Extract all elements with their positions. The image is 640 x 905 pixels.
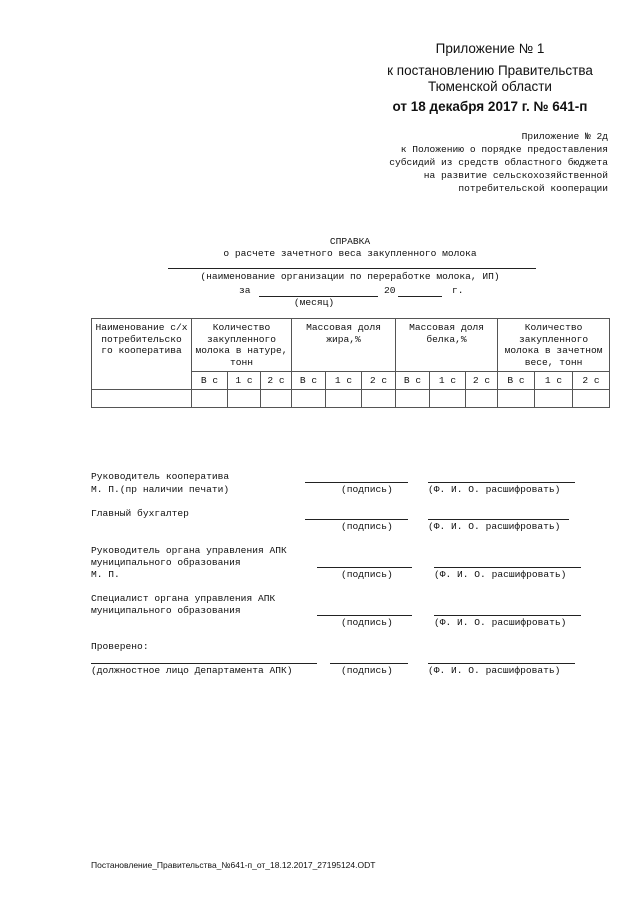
signature-caption: (подпись) xyxy=(341,617,393,628)
apk-head-label-2: муниципального образования xyxy=(91,557,241,568)
annex-line-3: субсидий из средств областного бюджета xyxy=(389,157,608,168)
subheader-grade: 2 с xyxy=(573,372,610,390)
coop-head-name-line xyxy=(428,482,575,483)
subheader-grade: 2 с xyxy=(261,372,292,390)
subheader-grade: 1 с xyxy=(228,372,261,390)
apk-head-signature-line xyxy=(317,567,412,568)
specialist-signature-line xyxy=(317,615,412,616)
region-caption: Тюменской области xyxy=(428,79,552,94)
chief-accountant-signature-line xyxy=(305,519,408,520)
chief-accountant-name-line xyxy=(428,519,569,520)
verified-name-line xyxy=(428,663,575,664)
table-cell xyxy=(261,390,292,408)
name-caption: (Ф. И. О. расшифровать) xyxy=(428,484,561,495)
subheader-grade: 1 с xyxy=(430,372,466,390)
period-prefix: за xyxy=(239,285,251,296)
header-cooperative-name: Наименование с/х потребительско го кооператива xyxy=(92,319,192,390)
official-line xyxy=(91,663,317,664)
name-caption: (Ф. И. О. расшифровать) xyxy=(428,665,561,676)
verified-signature-line xyxy=(330,663,408,664)
appendix-title: Приложение № 1 xyxy=(435,41,545,56)
table-cell xyxy=(573,390,610,408)
annex-line-5: потребительской кооперации xyxy=(458,183,608,194)
subheader-grade: 2 с xyxy=(466,372,498,390)
header-milk-quantity: Количество закупленного молока в натуре, тонн xyxy=(192,319,292,372)
name-caption: (Ф. И. О. расшифровать) xyxy=(434,617,567,628)
coop-head-label: Руководитель кооператива xyxy=(91,471,230,482)
table-cell xyxy=(92,390,192,408)
table-row xyxy=(92,390,610,408)
table-header-row xyxy=(92,319,610,372)
table-cell xyxy=(430,390,466,408)
period-suffix: г. xyxy=(452,285,464,296)
subheader-grade: 1 с xyxy=(326,372,362,390)
resolution-caption: к постановлению Правительства xyxy=(387,63,593,78)
table-cell xyxy=(292,390,326,408)
signature-caption: (подпись) xyxy=(341,484,393,495)
name-caption: (Ф. И. О. расшифровать) xyxy=(428,521,561,532)
purchase-table xyxy=(91,318,610,408)
table-cell xyxy=(192,390,228,408)
document-subheading: о расчете зачетного веса закупленного молока xyxy=(223,248,477,259)
header-protein-share: Массовая доля белка,% xyxy=(396,319,498,372)
subheader-grade: В с xyxy=(498,372,535,390)
signature-caption: (подпись) xyxy=(341,665,393,676)
specialist-name-line xyxy=(434,615,581,616)
official-caption: (должностное лицо Департамента АПК) xyxy=(91,665,293,676)
month-caption: (месяц) xyxy=(293,297,335,308)
table-cell xyxy=(535,390,573,408)
header-credited-weight: Количество закупленного молока в зачетном весе, тонн xyxy=(498,319,610,372)
document-heading: СПРАВКА xyxy=(329,236,371,247)
seal-note: М. П.(пр наличии печати) xyxy=(91,484,230,495)
resolution-date-number: от 18 декабря 2017 г. № 641-п xyxy=(392,99,588,114)
footer-filename: Постановление_Правительства_№641-п_от_18.12.2017_27195124.ODT xyxy=(91,860,376,870)
mp-label: М. П. xyxy=(91,569,120,580)
table-cell xyxy=(326,390,362,408)
subheader-grade: 2 с xyxy=(362,372,396,390)
header-fat-share: Массовая доля жира,% xyxy=(292,319,396,372)
table-cell xyxy=(498,390,535,408)
verified-label: Проверено: xyxy=(91,641,149,652)
subheader-grade: В с xyxy=(192,372,228,390)
subheader-grade: В с xyxy=(396,372,430,390)
table-cell xyxy=(466,390,498,408)
table-cell xyxy=(228,390,261,408)
apk-head-name-line xyxy=(434,567,581,568)
organization-name-line xyxy=(168,268,536,269)
period-year: 20 xyxy=(384,285,396,296)
specialist-label-2: муниципального образования xyxy=(91,605,241,616)
annex-line-4: на развитие сельскохозяйственной xyxy=(423,170,608,181)
subheader-grade: В с xyxy=(292,372,326,390)
signature-caption: (подпись) xyxy=(341,569,393,580)
subheader-grade: 1 с xyxy=(535,372,573,390)
name-caption: (Ф. И. О. расшифровать) xyxy=(434,569,567,580)
coop-head-signature-line xyxy=(305,482,408,483)
table-cell xyxy=(362,390,396,408)
organization-caption: (наименование организации по переработке молока, ИП) xyxy=(200,271,500,282)
annex-line-1: Приложение № 2д xyxy=(521,131,608,142)
signature-caption: (подпись) xyxy=(341,521,393,532)
table-cell xyxy=(396,390,430,408)
chief-accountant-label: Главный бухгалтер xyxy=(91,508,189,519)
specialist-label-1: Специалист органа управления АПК xyxy=(91,593,276,604)
apk-head-label-1: Руководитель органа управления АПК xyxy=(91,545,287,556)
annex-line-2: к Положению о порядке предоставления xyxy=(400,144,608,155)
